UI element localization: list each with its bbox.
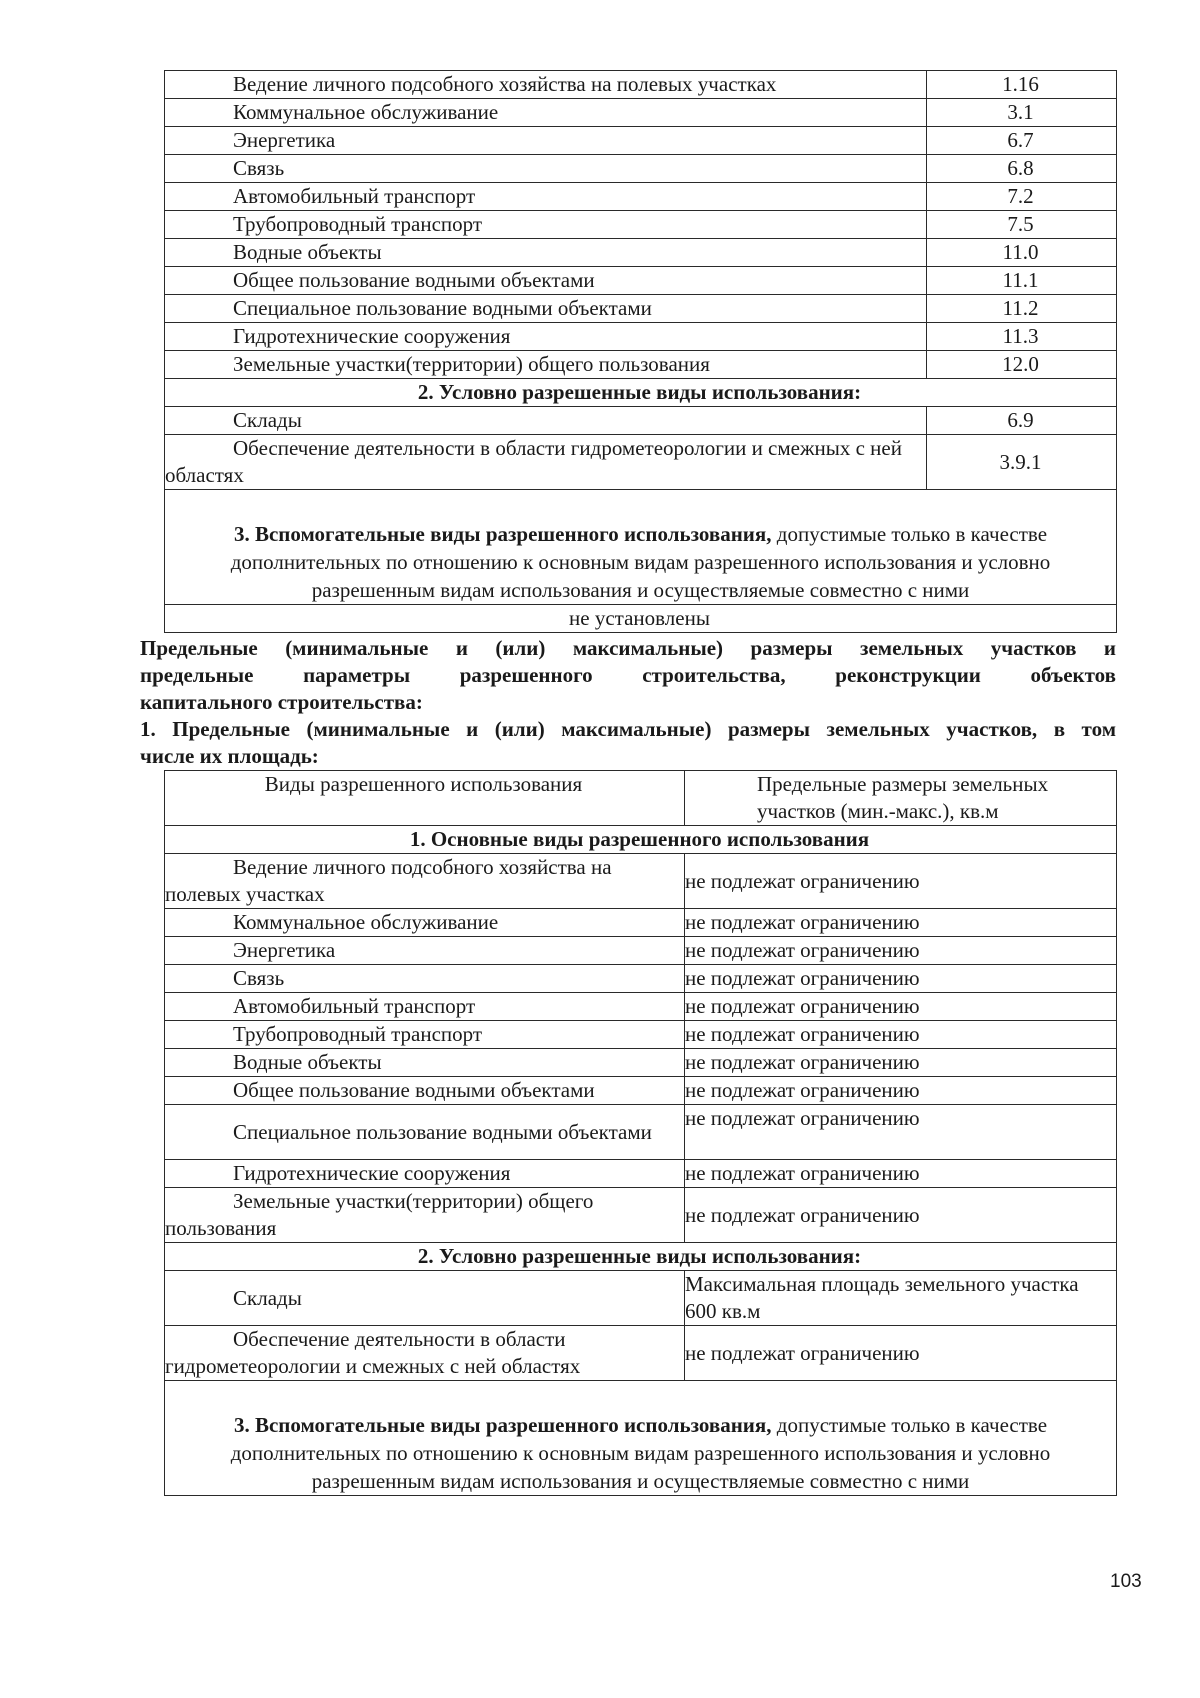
conditional-uses-title: 2. Условно разрешенные виды использования: [165,379,1117,407]
conditional-uses-title: 2. Условно разрешенные виды использования: [165,1243,1117,1271]
document-page [140,70,1116,1496]
heading-line: 1. Предельные (минимальные и (или) максимальные) размеры земельных участков, в том [140,717,1116,741]
aux-uses-description [165,490,1117,605]
table-row [165,1105,1117,1160]
table-row [165,435,1117,490]
size-value: не подлежат ограничению [685,1160,1117,1188]
table-row [165,1160,1117,1188]
use-code: 3.1 [927,99,1117,127]
use-code: 3.9.1 [927,435,1117,490]
size-value: не подлежат ограничению [685,1188,1117,1243]
use-code: 6.9 [927,407,1117,435]
table-row [165,71,1117,99]
use-name: Водные объекты [165,239,927,267]
use-name: Коммунальное обслуживание [165,99,927,127]
table-row [165,127,1117,155]
table-row [165,155,1117,183]
size-value: не подлежат ограничению [685,1049,1117,1077]
use-code: 6.8 [927,155,1117,183]
table-row [165,1326,1117,1381]
use-name: Земельные участки(территории) общего пользования [165,1188,685,1243]
use-code: 7.2 [927,183,1117,211]
aux-value-row [165,605,1117,633]
heading-line: числе их площадь: [140,744,319,768]
use-name: Коммунальное обслуживание [165,909,685,937]
aux-row [165,1381,1117,1496]
size-value: не подлежат ограничению [685,1326,1117,1381]
table-row [165,1188,1117,1243]
table-row [165,351,1117,379]
use-name: Водные объекты [165,1049,685,1077]
heading-line: капитального строительства: [140,690,423,714]
table-row [165,99,1117,127]
use-code: 11.0 [927,239,1117,267]
use-code: 6.7 [927,127,1117,155]
page-number: 103 [1110,1571,1142,1592]
col-header-uses: Виды разрешенного использования [165,771,685,826]
aux-uses-title: 3. Вспомогательные виды разрешенного использования, [233,1413,772,1437]
use-code: 11.3 [927,323,1117,351]
section-row [165,1243,1117,1271]
size-value: не подлежат ограничению [685,1077,1117,1105]
header-row [165,771,1117,826]
table-row [165,937,1117,965]
table-row [165,993,1117,1021]
table-row [165,211,1117,239]
table-row [165,295,1117,323]
use-name: Специальное пользование водными объектами [165,295,927,323]
use-code: 12.0 [927,351,1117,379]
use-name: Обеспечение деятельности в области гидрометеорологии и смежных с ней областях [165,1326,685,1381]
table-row [165,909,1117,937]
basic-uses-title: 1. Основные виды разрешенного использования [165,826,1117,854]
use-name: Гидротехнические сооружения [165,323,927,351]
table-row [165,1271,1117,1326]
section-heading [140,635,1116,770]
use-name: Специальное пользование водными объектами [165,1105,685,1160]
use-name: Трубопроводный транспорт [165,1021,685,1049]
use-name: Общее пользование водными объектами [165,1077,685,1105]
use-name: Связь [165,965,685,993]
use-code: 11.1 [927,267,1117,295]
section-row [165,826,1117,854]
use-name: Энергетика [165,937,685,965]
use-name: Энергетика [165,127,927,155]
table-row [165,1049,1117,1077]
aux-uses-text: допустимые только в качестве дополнительных по отношению к основным видам разрешенного использования и условно разрешенным видам использования и осуществляемые совместно с ними [230,522,1051,602]
use-name: Автомобильный транспорт [165,183,927,211]
size-value: Максимальная площадь земельного участка 600 кв.м [685,1271,1117,1326]
size-value: не подлежат ограничению [685,854,1117,909]
use-name: Ведение личного подсобного хозяйства на полевых участках [165,854,685,909]
table-row [165,267,1117,295]
table-row [165,1021,1117,1049]
permitted-uses-table [164,70,1117,633]
size-value: не подлежат ограничению [685,1021,1117,1049]
table-row [165,407,1117,435]
use-name: Общее пользование водными объектами [165,267,927,295]
col-header-sizes: Предельные размеры земельных участков (мин.-макс.), кв.м [685,771,1117,826]
aux-uses-title: 3. Вспомогательные виды разрешенного использования, [233,522,772,546]
size-value: не подлежат ограничению [685,909,1117,937]
size-value: не подлежат ограничению [685,965,1117,993]
aux-uses-value: не установлены [165,605,1117,633]
table-row [165,183,1117,211]
use-name: Гидротехнические сооружения [165,1160,685,1188]
aux-row [165,490,1117,605]
size-value: не подлежат ограничению [685,1105,1117,1160]
aux-uses-text: допустимые только в качестве дополнительных по отношению к основным видам разрешенного использования и условно разрешенным видам использования и осуществляемые совместно с ними [230,1413,1051,1493]
heading-line: Предельные (минимальные и (или) максимальные) размеры земельных участков и [140,636,1116,660]
use-name: Трубопроводный транспорт [165,211,927,239]
table-row [165,854,1117,909]
use-name: Автомобильный транспорт [165,993,685,1021]
table-row [165,965,1117,993]
use-name: Связь [165,155,927,183]
heading-line: предельные параметры разрешенного строительства, реконструкции объектов [140,663,1116,687]
use-code: 7.5 [927,211,1117,239]
use-name: Склады [165,1271,685,1326]
use-name: Обеспечение деятельности в области гидрометеорологии и смежных с ней областях [165,435,927,490]
use-name: Земельные участки(территории) общего пользования [165,351,927,379]
section-row [165,379,1117,407]
use-name: Ведение личного подсобного хозяйства на полевых участках [165,71,927,99]
table-row [165,239,1117,267]
table-row [165,323,1117,351]
use-code: 11.2 [927,295,1117,323]
size-value: не подлежат ограничению [685,937,1117,965]
use-code: 1.16 [927,71,1117,99]
use-name: Склады [165,407,927,435]
size-value: не подлежат ограничению [685,993,1117,1021]
plot-size-table [164,770,1117,1496]
table-row [165,1077,1117,1105]
aux-uses-description [165,1381,1117,1496]
